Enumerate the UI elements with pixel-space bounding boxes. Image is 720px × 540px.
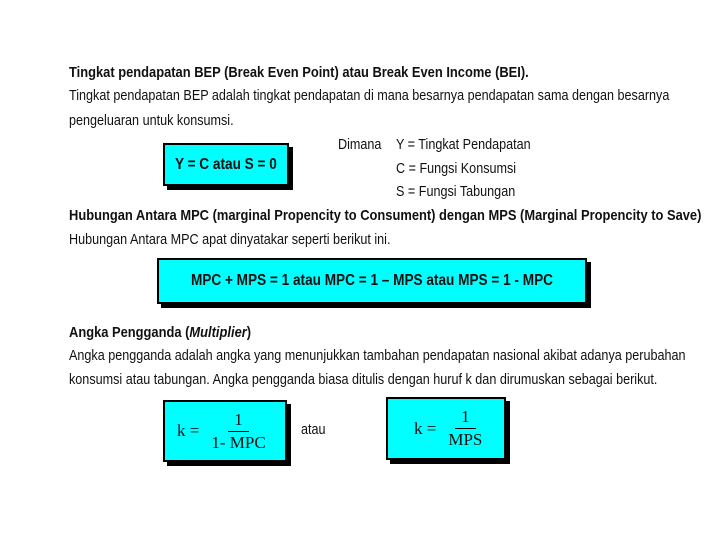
bep-formula: Y = C atau S = 0	[175, 155, 277, 173]
definition-y: Y = Tingkat Pendapatan	[396, 136, 531, 153]
bep-text-line2: pengeluaran untuk konsumsi.	[69, 112, 234, 129]
dimana-label: Dimana	[338, 136, 382, 153]
bep-formula-box	[163, 143, 289, 186]
bep-text-line1: Tingkat pendapatan BEP adalah tingkat pendapatan di mana besarnya pendapatan sama dengan besarnya	[69, 87, 670, 104]
multiplier-heading	[69, 324, 251, 341]
multiplier-formula-mps	[414, 407, 488, 450]
bep-heading: Tingkat pendapatan BEP (Break Even Point) atau Break Even Income (BEI).	[69, 64, 529, 81]
formula-mps-denominator: MPS	[448, 430, 483, 449]
formula-mpc-numerator: 1	[228, 410, 249, 432]
mpc-formula: MPC + MPS = 1 atau MPC = 1 – MPS atau MPS = 1 - MPC	[190, 272, 554, 289]
multiplier-text-line1: Angka pengganda adalah angka yang menunjukkan tambahan pendapatan nasional akibat adanya perubahan	[69, 347, 686, 364]
definition-c: C = Fungsi Konsumsi	[396, 160, 517, 177]
multiplier-heading-prefix: Angka Pengganda (	[69, 324, 190, 341]
definition-s: S = Fungsi Tabungan	[396, 183, 516, 200]
multiplier-formula-box-mpc	[163, 400, 287, 462]
mpc-formula-box	[157, 258, 587, 304]
multiplier-formula-mpc	[177, 410, 272, 453]
formula-mps-numerator: 1	[455, 407, 476, 429]
mpc-text-line1: Hubungan Antara MPC apat dinyatakar seperti berikut ini.	[69, 231, 391, 248]
multiplier-text-line2: konsumsi atau tabungan. Angka pengganda biasa ditulis dengan huruf k dan dirumuskan sebagai berikut.	[69, 371, 658, 388]
multiplier-heading-italic: Multiplier	[189, 324, 247, 341]
formula-mpc-lhs: k =	[177, 421, 200, 440]
multiplier-heading-suffix: )	[246, 324, 252, 341]
formula-mps-lhs: k =	[414, 418, 437, 438]
mpc-heading: Hubungan Antara MPC (marginal Propencity to Consument) dengan MPS (Marginal Propencity to Save)	[69, 207, 702, 224]
formula-mpc-denominator: 1- MPC	[211, 432, 266, 452]
multiplier-formula-box-mps	[386, 397, 506, 460]
atau-label: atau	[301, 421, 326, 438]
